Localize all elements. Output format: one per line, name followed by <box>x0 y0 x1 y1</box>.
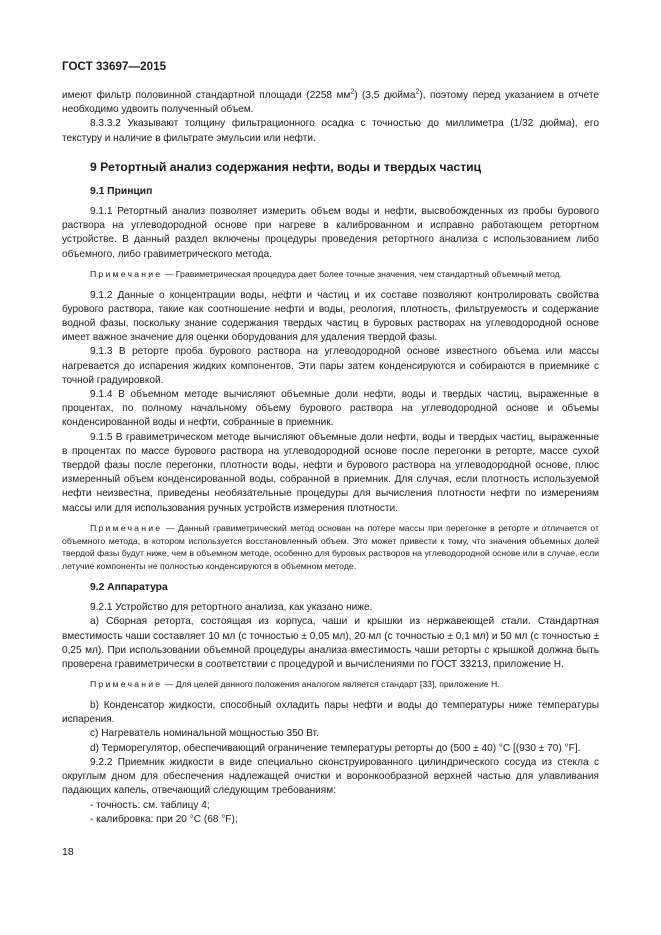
paragraph-9-1-1: 9.1.1 Ретортный анализ позволяет измерить объем воды и нефти, высвобожденных из пробы бурового раствора на углеводородной основе при нагреве в калиброванном и исправно работающем ретортном устройстве. В данный раздел включены процедуры проведения ретортного анализа с использованием либо объемного, либо гравиметрического метода. <box>62 206 599 260</box>
paragraph-9-2-1: 9.2.1 Устройство для ретортного анализа, как указано ниже. <box>90 602 373 614</box>
section-9-title: 9 Ретортный анализ содержания нефти, воды и твердых частиц <box>90 159 482 174</box>
paragraph-9-1-2: 9.1.2 Данные о концентрации воды, нефти и частиц и их составе позволяют контролировать свойства бурового раствора, такие как соотношение нефти и воды, реология, плотность, фильтруемость и содержание водной фазы, поскольку знание содержания твердых частиц в буровых растворах на углеводородной основе имеет важное значение для оценки оборудования для удаления твердой фазы. <box>62 289 599 344</box>
list-item: - точность: см. таблицу 4; <box>90 799 210 811</box>
subsection-9-2-title: 9.2 Аппаратура <box>90 582 168 594</box>
paragraph-continuation: имеют фильтр половинной стандартной площади (2258 $мм^2$) (3,5 дюйма$^2$), поэтому перед указанием в отчете необходимо удвоить полученный объем. <box>62 88 600 116</box>
paragraph-9-1-3: 9.1.3 В реторте проба бурового раствора на углеводородной основе известного объема или массы нагревается до испарения жидких компонентов. Эти пары затем конденсируются и собираются в приемнике с точной градуировкой. <box>62 346 599 386</box>
note-1: Примечание — Гравиметрическая процедура дает более точные значения, чем стандартный объемный метод. <box>90 268 563 279</box>
standard-code-header: ГОСТ 33697—2015 <box>62 61 167 73</box>
paragraph-9-1-4: 9.1.4 В объемном методе вычисляют объемные доли нефти, воды и твердых частиц, выраженные в процентах, по полному начальному объему бурового раствора на углеводородной основе и объемы конденсированной воды и нефти, собранные в приемник. <box>62 389 599 429</box>
paragraph-9-2-1-a: a) Сборная реторта, состоящая из корпуса, чаши и крышки из нержавеющей стали. Стандартная вместимость чаши составляет 10 мл (с точностью ± 0,05 мл), 20 мл (с точностью ± 0,1 мл) и 50 мл (с точностью ± 0,25 мл). При использовании объемной процедуры анализа вместимость чаши реторты с крышкой должна быть проверена гравиметрически в соответствии с процедурой и вычислениями по ГОСТ 33213, приложение Н. <box>62 616 599 671</box>
paragraph-9-1-5: 9.1.5 В гравиметрическом методе вычисляют объемные доли нефти, воды и твердых частиц, выраженные в процентах по массе бурового раствора на углеводородной основе после перегонки в реторте, массе сухой твердой фазы после перегонки, плотности воды, нефти и бурового раствора на углеводородной основе, плюс измеренный объем конденсированной воды, собранной в приемник. Для случая, если плотность используемой нефти неизвестна, приведены необязательные процедуры для вычисления плотности нефти по измерениям массы или для использования ручных устройств измерения плотности. <box>62 431 599 514</box>
paragraph-9-2-1-b: b) Конденсатор жидкости, способный охладить пары нефти и воды до температуры ниже температуры испарения. <box>62 700 599 726</box>
paragraph-9-2-1-d: d) Терморегулятор, обеспечивающий ограничение температуры реторты до (500 ± 40) °C [(930 ± 70) °F]. <box>90 742 581 754</box>
page-number: 18 <box>62 846 74 858</box>
paragraph-8-3-3-2: 8.3.3.2 Указывают толщину фильтрационного осадка с точностью до миллиметра (1/32 дюйма), его текстуру и наличие в фильтрате эмульсии или нефти. <box>62 118 599 144</box>
document-body <box>62 89 599 827</box>
subsection-9-1-title: 9.1 Принцип <box>90 185 153 197</box>
note-2: Примечание — Данный гравиметрический метод основан на потере массы при перегонке в реторте и отличается от объемного метода, в котором используется восстановленный объем. Это может привести к тому, что значения объемных долей твердой фазы будут ниже, чем в объемном методе, особенно для буровых растворов на углеводородной основе или в случае, если летучие компоненты не полностью конденсируются в объемном методе. <box>62 522 599 572</box>
paragraph-9-2-2: 9.2.2 Приемник жидкости в виде специально сконструированного цилиндрического сосуда из стекла с округлым дном для обеспечения надлежащей очистки и воронкообразной верхней частью для улавливания падающих капель, отвечающий следующим требованиям: <box>62 756 599 797</box>
list-item: - калибровка: при 20 °C (68 °F); <box>90 813 238 825</box>
paragraph-9-2-1-c: c) Нагреватель номинальной мощностью 350 Вт. <box>90 728 319 740</box>
note-3: Примечание — Для целей данного положения аналогом является стандарт [33], приложение Н. <box>90 679 500 690</box>
